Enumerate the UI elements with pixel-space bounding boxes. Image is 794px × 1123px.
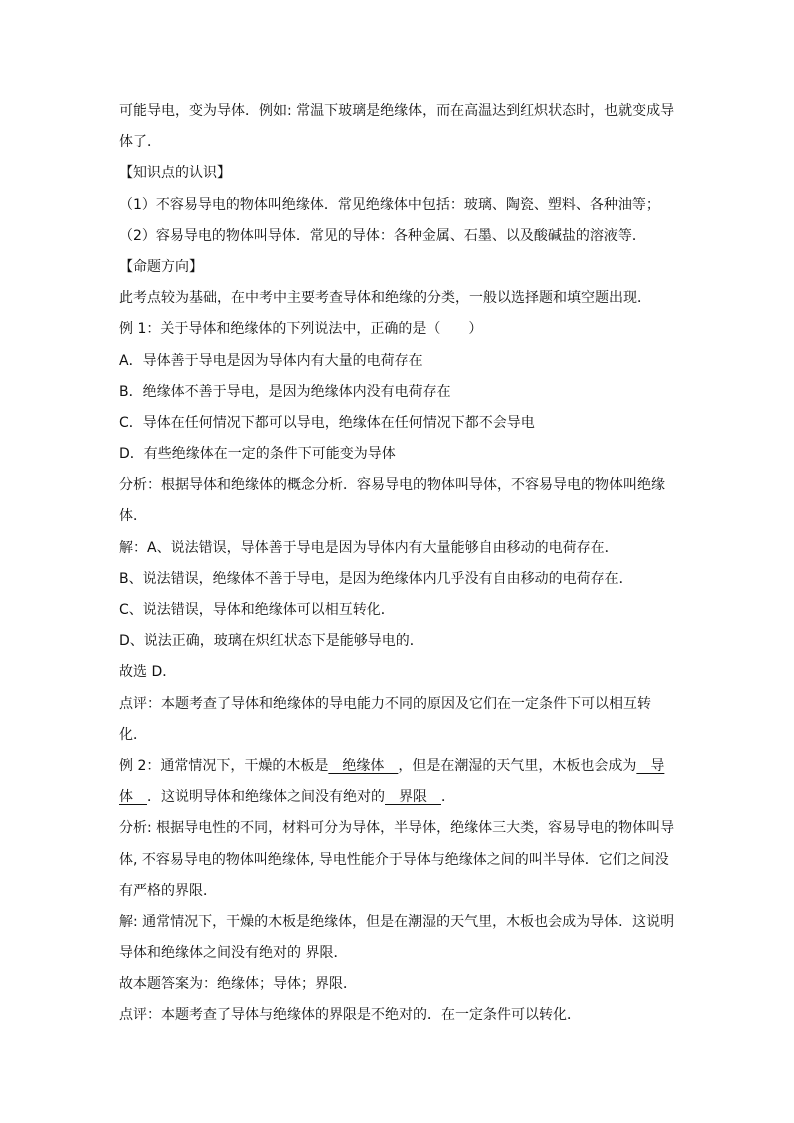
answer-blank-3: 界限: [385, 789, 441, 806]
example-question: 例 1：关于导体和绝缘体的下列说法中，正确的是（ ）: [119, 321, 483, 338]
option-c: C．导体在任何情况下都可以导电，绝缘体在任何情况下都不会导电: [119, 414, 535, 431]
text-line: 化．: [119, 726, 147, 743]
text-line: C、说法错误，导体和绝缘体可以相互转化．: [119, 602, 395, 618]
text-line: （2）容易导电的物体叫导体．常见的导体：各种金属、石墨、以及酸碱盐的溶液等．: [119, 227, 646, 244]
text-line: 故选 D．: [119, 664, 177, 681]
answer-blank-2-cont: 体: [119, 789, 147, 806]
example-2-line-1: [119, 751, 681, 782]
option-a: A．导体善于导电是因为导体内有大量的电荷存在: [119, 352, 423, 369]
section-heading: 【命题方向】: [119, 258, 203, 275]
text-line: 分析: 根据导电性的不同，材料可分为导体，半导体，绝缘体三大类，容易导电的物体叫导: [119, 820, 675, 837]
text-line: 解：A、说法错误，导体善于导电是因为导体内有大量能够自由移动的电荷存在．: [119, 539, 619, 556]
example-2-text: 例 2：通常情况下，干燥的木板是: [119, 757, 329, 774]
section-heading: 【知识点的认识】: [119, 165, 231, 182]
text-line: 体了．: [119, 134, 161, 151]
text-line: （1）不容易导电的物体叫绝缘体．常见绝缘体中包括：玻璃、陶瓷、塑料、各种油等；: [119, 196, 660, 213]
example-2-text: ．这说明导体和绝缘体之间没有绝对的: [147, 789, 385, 806]
answer-summary: 故本题答案为：绝缘体；导体；界限．: [119, 976, 357, 993]
text-line: 有严格的界限．: [119, 882, 217, 899]
document-body: [119, 96, 681, 1032]
text-line: 分析：根据导体和绝缘体的概念分析．容易导电的物体叫导体，不容易导电的物体叫绝缘: [119, 477, 665, 494]
text-line: 此考点较为基础，在中考中主要考查导体和绝缘的分类，一般以选择题和填空题出现．: [119, 290, 651, 307]
text-line: 解: 通常情况下，干燥的木板是绝缘体，但是在潮湿的天气里，木板也会成为导体．这说明: [119, 913, 675, 930]
example-2-text: ，但是在潮湿的天气里，木板也会成为: [398, 757, 637, 774]
text-line: 点评：本题考查了导体与绝缘体的界限是不绝对的．在一定条件可以转化．: [119, 1007, 581, 1024]
text-line: D、说法正确，玻璃在炽红状态下是能够导电的．: [119, 633, 424, 650]
text-line: 导体和绝缘体之间没有绝对的 界限．: [119, 945, 348, 962]
example-2-line-2: [119, 782, 681, 813]
text-line: 体, 不容易导电的物体叫绝缘体, 导电性能介于导体与绝缘体之间的叫半导体．它们之间没: [119, 851, 669, 868]
example-2-text: ．: [441, 789, 455, 806]
text-line: B、说法错误，绝缘体不善于导电，是因为绝缘体内几乎没有自由移动的电荷存在．: [119, 570, 633, 587]
text-line: 点评：本题考查了导体和绝缘体的导电能力不同的原因及它们在一定条件下可以相互转: [119, 695, 651, 712]
text-line: 可能导电，变为导体．例如: 常温下玻璃是绝缘体，而在高温达到红炽状态时，也就变成导: [119, 103, 675, 119]
answer-blank-1: 绝缘体: [328, 757, 399, 774]
option-d: D．有些绝缘体在一定的条件下可能变为导体: [119, 446, 396, 463]
answer-blank-2: 导: [636, 757, 665, 774]
text-line: 体．: [119, 508, 147, 525]
option-b: B．绝缘体不善于导电，是因为绝缘体内没有电荷存在: [119, 383, 451, 400]
